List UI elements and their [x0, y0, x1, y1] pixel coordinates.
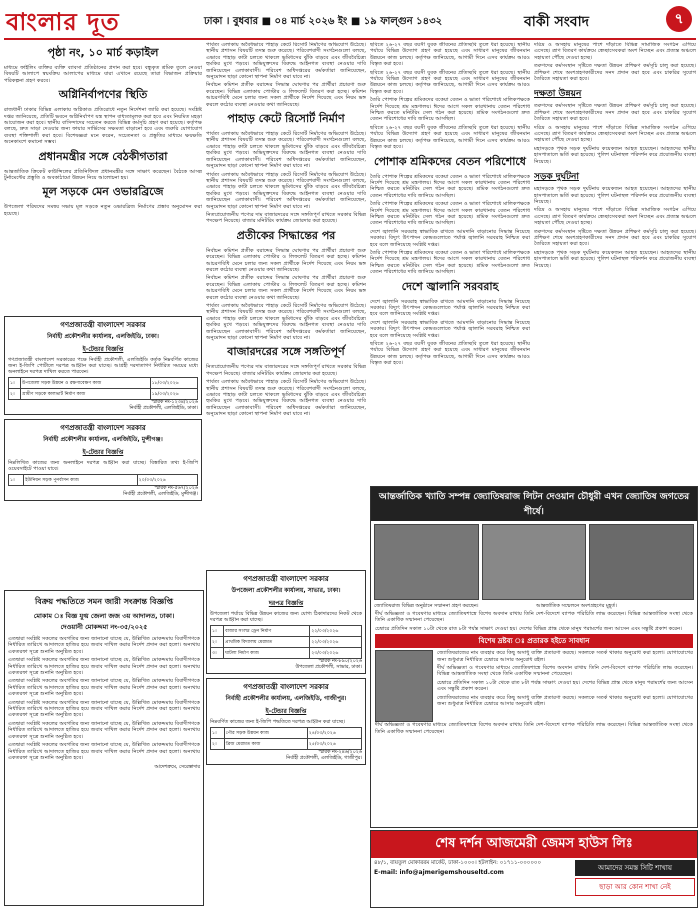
case-number: দেওয়ানী মোকদ্দমা নং-৩৫/২০২৫: [60, 623, 148, 631]
article-text: পার্বত্য এলাকায় অবৈধভাবে পাহাড় কেটে রিসোর্ট নির্মাণের অভিযোগ উঠেছে। স্থানীয় প্রশাসন বিষয়টি তদন্ত শুরু করেছে। পরিবেশবাদী সংগঠনগুলো বলছে, এভাবে পাহাড় কাটা চলতে থাকলে ভূমিধসের ঝুঁকি বাড়বে এবং জীববৈচিত্র্য হুমকির মুখে পড়বে। অভিযুক্তদের বিরুদ্ধে আইনগত ব্যবস্থা নেওয়ার দাবি জানিয়েছেন এলাকাবাসী। পরিবেশ অধিদপ্তরের কর্মকর্তারা জানিয়েছেন, অনুমোদন ছাড়া কোনো স্থাপনা নির্মাণ করা যাবে না।: [206, 303, 366, 342]
ad-title: শেষ দর্শন আজমেরী জেমস হাউস লিঃ: [371, 831, 697, 858]
masthead: [4, 4, 696, 40]
feature-photo: [482, 524, 587, 600]
notice-office: উপজেলা প্রকৌশলীর কার্যালয়, সাভার, ঢাকা।: [231, 587, 341, 594]
article-text: নিত্যপ্রয়োজনীয় পণ্যের দাম বাজারদরের সঙ্গে সঙ্গতিপূর্ণ রাখতে সরকার বিভিন্ন পদক্ষেপ নিয়েছে। বাজার মনিটরিং কার্যক্রম জোরদার করা হয়েছে।: [206, 211, 366, 225]
table-row: [211, 648, 362, 659]
article-text: মহাসড়কে পৃথক সড়ক দুর্ঘটনায় কয়েকজন আহত হয়েছেন। আহতদের স্থানীয় হাসপাতালে ভর্তি করা হয়েছে। পুলিশ ঘটনাস্থল পরিদর্শন করে প্রয়োজনীয় ব্যবস্থা নিয়েছে।: [534, 249, 696, 269]
notices-middle: [206, 570, 366, 904]
notice-signature: নির্বাহী প্রকৌশলী, এলজিইডি, ঢাকা।: [129, 406, 198, 411]
feature-body: [371, 609, 697, 739]
headline: পাহাড় কেটে রিসোর্ট নির্মাণ: [227, 112, 345, 126]
notice-memo: স্মারক নং-১২৩৪/২০২৬: [151, 400, 198, 405]
table-cell: প্রাথমিক বিদ্যালয় মেরামত: [224, 637, 310, 648]
table-cell: ২৩/০৩/২০২৬: [310, 648, 362, 659]
portrait-photo: [375, 650, 433, 722]
article-text: তরুণদের কর্মসংস্থান সৃষ্টিতে দক্ষতা উন্নয়ন প্রশিক্ষণ কর্মসূচি চালু করা হয়েছে। প্রশিক্ষণ শেষে অংশগ্রহণকারীদের সনদ প্রদান করা হবে এবং চাকরির সুযোগ তৈরিতে সহায়তা করা হবে।: [534, 103, 696, 123]
headline: প্রতীকের সিদ্ধান্তের পর: [236, 228, 336, 242]
headline: পৃষ্ঠা নং, ১০ মার্চ কড়াইল: [47, 46, 159, 59]
table-cell: ৩।: [211, 648, 224, 659]
table-row: [211, 626, 362, 637]
article-text: পার্বত্য এলাকায় অবৈধভাবে পাহাড় কেটে রিসোর্ট নির্মাণের অভিযোগ উঠেছে। স্থানীয় প্রশাসন বিষয়টি তদন্ত শুরু করেছে। পরিবেশবাদী সংগঠনগুলো বলছে, এভাবে পাহাড় কাটা চলতে থাকলে ভূমিধসের ঝুঁকি বাড়বে এবং জীববৈচিত্র্য হুমকির মুখে পড়বে। অভিযুক্তদের বিরুদ্ধে আইনগত ব্যবস্থা নেওয়ার দাবি জানিয়েছেন এলাকাবাসী। পরিবেশ অধিদপ্তরের কর্মকর্তারা জানিয়েছেন, অনুমোদন ছাড়া কোনো স্থাপনা নির্মাণ করা যাবে না।: [206, 171, 366, 210]
table-cell: ২২/০৩/২০২৬: [310, 626, 362, 637]
article-text: ছবিতে ২৬-২৭ বছর বয়সী যুবক জীবনের প্রতিচ্ছবি তুলে ধরা হয়েছে। স্থানীয় পর্যায়ে বিভিন্ন উদ্যোগ গ্রহণ করা হয়েছে এবং সাধারণ মানুষের জীবনমান উন্নয়নে কাজ চলছে। কর্তৃপক্ষ জানিয়েছে, আগামী দিনে এসব কার্যক্রম আরও বিস্তৃত করা হবে।: [370, 341, 530, 367]
court-notice-body: এতদ্বারা সংশ্লিষ্ট সকলের অবগতির জন্য জানানো যাচ্ছে যে, উল্লিখিত মোকদ্দমায় বিবাদীগণকে নির্ধারিত তারিখে আদালতে হাজির হয়ে জবাব দাখিল করার নির্দেশ প্রদান করা হলো। অন্যথায় একতরফা সূত্রে শুনানি অনুষ্ঠিত হবে।: [8, 678, 200, 698]
table-cell: ১।: [211, 728, 225, 739]
article-text: পার্বত্য এলাকায় অবৈধভাবে পাহাড় কেটে রিসোর্ট নির্মাণের অভিযোগ উঠেছে। স্থানীয় প্রশাসন বিষয়টি তদন্ত শুরু করেছে। পরিবেশবাদী সংগঠনগুলো বলছে, এভাবে পাহাড় কাটা চলতে থাকলে ভূমিধসের ঝুঁকি বাড়বে এবং জীববৈচিত্র্য হুমকির মুখে পড়বে। অভিযুক্তদের বিরুদ্ধে আইনগত ব্যবস্থা নেওয়ার দাবি জানিয়েছেন এলাকাবাসী। পরিবেশ অধিদপ্তরের কর্মকর্তারা জানিয়েছেন, অনুমোদন ছাড়া কোনো স্থাপনা নির্মাণ করা যাবে না।: [206, 131, 366, 170]
article-text: দরিদ্র ও অসহায় মানুষের পাশে দাঁড়াতে বিভিন্ন সামাজিক সংগঠন এগিয়ে এসেছে। ত্রাণ বিতরণ কার্যক্রমে স্বেচ্ছাসেবকরা অংশ নিচ্ছেন এবং প্রত্যন্ত অঞ্চলে সহায়তা পৌঁছে দেওয়া হচ্ছে।: [534, 207, 696, 227]
feature-advertorial: [370, 486, 698, 828]
notice-body: উপজেলা পর্যায়ে বিভিন্ন উন্নয়ন কাজের জন্য যোগ্য ঠিকাদারদের নিকট থেকে দরপত্র আহ্বান করা যাচ্ছে।: [210, 611, 362, 623]
article-text: পার্বত্য এলাকায় অবৈধভাবে পাহাড় কেটে রিসোর্ট নির্মাণের অভিযোগ উঠেছে। স্থানীয় প্রশাসন বিষয়টি তদন্ত শুরু করেছে। পরিবেশবাদী সংগঠনগুলো বলছে, এভাবে পাহাড় কাটা চলতে থাকলে ভূমিধসের ঝুঁকি বাড়বে এবং জীববৈচিত্র্য হুমকির মুখে পড়বে। অভিযুক্তদের বিরুদ্ধে আইনগত ব্যবস্থা নেওয়ার দাবি জানিয়েছেন এলাকাবাসী। পরিবেশ অধিদপ্তরের কর্মকর্তারা জানিয়েছেন, অনুমোদন ছাড়া কোনো স্থাপনা নির্মাণ করা যাবে না।: [206, 379, 366, 418]
feature-photos: [371, 521, 697, 603]
table-row: [9, 378, 198, 389]
article-text: তৈরি পোশাক শিল্পের শ্রমিকদের বকেয়া বেতন ও ভাতা পরিশোধে মালিকপক্ষকে নির্দেশ দিয়েছে শ্রম মন্ত্রণালয়। ঈদের আগে সকল কারখানায় বেতন পরিশোধ নিশ্চিত করতে মনিটরিং সেল গঠন করা হয়েছে। শ্রমিক সংগঠনগুলো দ্রুত বেতন পরিশোধের দাবি জানিয়ে আসছিল।: [370, 97, 530, 123]
court-signature: আদেশক্রমে, সেরেস্তাদার: [154, 765, 200, 771]
notice-signature: নির্বাহী প্রকৌশলী, এলজিইডি, গাজীপুর।: [286, 756, 362, 761]
headline: দেশে জ্বালানি সরবরাহ: [401, 279, 499, 293]
notice-signature: নির্বাহী প্রকৌশলী, এলজিইডি, মুন্সীগঞ্জ।: [123, 492, 198, 497]
ad-slogan-line: ছাড়া আর কোন শাখা নেই: [575, 878, 695, 896]
notice-body: গণপ্রজাতন্ত্রী বাংলাদেশ সরকারের পক্ষে নির্বাহী প্রকৌশলী, এলজিইডি কর্তৃক নিম্নবর্ণিত কাজের জন্য ই-জিপি পোর্টালে দরপত্র আহ্বান করা যাচ্ছে। আগ্রহী দরদাতাগণ নির্ধারিত সময়ের মধ্যে অনলাইনে দরপত্র দাখিল করতে পারবেন।: [8, 357, 198, 375]
section-title: বাকী সংবাদ: [524, 14, 590, 30]
feature-text: দীর্ঘ অভিজ্ঞতা ও গবেষণার মাধ্যমে জ্যোতিষশাস্ত্রে বিশেষ অবদান রাখায় তিনি দেশ-বিদেশে ব্যাপক পরিচিতি লাভ করেছেন। বিভিন্ন আন্তর্জাতিক সংস্থা থেকে তিনি একাধিক সম্মাননা পেয়েছেন।: [437, 665, 693, 678]
article-text: পার্বত্য এলাকায় অবৈধভাবে পাহাড় কেটে রিসোর্ট নির্মাণের অভিযোগ উঠেছে। স্থানীয় প্রশাসন বিষয়টি তদন্ত শুরু করেছে। পরিবেশবাদী সংগঠনগুলো বলছে, এভাবে পাহাড় কাটা চলতে থাকলে ভূমিধসের ঝুঁকি বাড়বে এবং জীববৈচিত্র্য হুমকির মুখে পড়বে। অভিযুক্তদের বিরুদ্ধে আইনগত ব্যবস্থা নেওয়ার দাবি জানিয়েছেন এলাকাবাসী। পরিবেশ অধিদপ্তরের কর্মকর্তারা জানিয়েছেন, অনুমোদন ছাড়া কোনো স্থাপনা নির্মাণ করা যাবে না।: [206, 42, 366, 81]
notice-table: [8, 474, 198, 486]
column-left-news: [4, 42, 202, 312]
article-text: তরুণদের কর্মসংস্থান সৃষ্টিতে দক্ষতা উন্নয়ন প্রশিক্ষণ কর্মসূচি চালু করা হয়েছে। প্রশিক্ষণ শেষে অংশগ্রহণকারীদের সনদ প্রদান করা হবে এবং চাকরির সুযোগ তৈরিতে সহায়তা করা হবে।: [534, 63, 696, 83]
table-cell: ১৯/০৩/২০২৬: [150, 389, 197, 400]
ad-slogan: [573, 858, 697, 898]
ad-address: ৪৮/১, বায়তুল মোকাররম মার্কেট, ঢাকা-১০০০। হটলাইন: ০১৭১১-০০০০০০: [374, 860, 542, 866]
article-text: রাজধানী ঢাকার বিভিন্ন এলাকায় অগ্নিকাণ্ড প্রতিরোধে নতুন নির্দেশনা জারি করা হয়েছে। সংশ্লিষ্ট দপ্তর জানিয়েছে, প্রতিটি ভবনে অগ্নিনির্বাপণ যন্ত্র স্থাপন বাধ্যতামূলক করা হবে এবং নিয়মিত মহড়া আয়োজন করা হবে। স্থানীয় বাসিন্দাদের সচেতন করতে বিভিন্ন কর্মসূচি গ্রহণ করা হয়েছে। কর্তৃপক্ষ বলছে, দ্রুত সাড়া দেওয়ার জন্য ফায়ার সার্ভিসের সক্ষমতা বাড়ানো হবে এবং জরুরি যোগাযোগ ব্যবস্থা শক্তিশালী করা হবে। বিশেষজ্ঞরা মনে করেন, সচেতনতা ও প্রস্তুতির মাধ্যমে ক্ষয়ক্ষতি অনেকাংশে কমানো সম্ভব।: [4, 107, 202, 146]
article-text: তৈরি পোশাক শিল্পের শ্রমিকদের বকেয়া বেতন ও ভাতা পরিশোধে মালিকপক্ষকে নির্দেশ দিয়েছে শ্রম মন্ত্রণালয়। ঈদের আগে সকল কারখানায় বেতন পরিশোধ নিশ্চিত করতে মনিটরিং সেল গঠন করা হয়েছে। শ্রমিক সংগঠনগুলো দ্রুত বেতন পরিশোধের দাবি জানিয়ে আসছিল।: [370, 173, 530, 199]
table-cell: ১।: [9, 475, 24, 486]
article-text: মহাসড়কে পৃথক সড়ক দুর্ঘটনায় কয়েকজন আহত হয়েছেন। আহতদের স্থানীয় হাসপাতালে ভর্তি করা হয়েছে। পুলিশ ঘটনাস্থল পরিদর্শন করে প্রয়োজনীয় ব্যবস্থা নিয়েছে।: [534, 186, 696, 205]
headline: প্রধানমন্ত্রীর সঙ্গে বেঠকীগতারা: [38, 149, 168, 163]
jewellery-ad: [370, 830, 698, 908]
article-text: নির্বাচন কমিশন প্রতীক বরাদ্দের সিদ্ধান্ত ঘোষণার পর প্রার্থীরা প্রচারণা শুরু করেছেন। বিভিন্ন এলাকায় পোস্টার ও লিফলেট বিতরণ করা হচ্ছে। কমিশন আচরণবিধি মেনে চলার জন্য সকল প্রার্থীকে নির্দেশ দিয়েছে এবং নিয়ম ভঙ্গ করলে কঠোর ব্যবস্থা নেওয়ার কথা জানিয়েছে।: [206, 82, 366, 108]
article-text: তৈরি পোশাক শিল্পের শ্রমিকদের বকেয়া বেতন ও ভাতা পরিশোধে মালিকপক্ষকে নির্দেশ দিয়েছে শ্রম মন্ত্রণালয়। ঈদের আগে সকল কারখানায় বেতন পরিশোধ নিশ্চিত করতে মনিটরিং সেল গঠন করা হয়েছে। শ্রমিক সংগঠনগুলো দ্রুত বেতন পরিশোধের দাবি জানিয়ে আসছিল।: [370, 201, 530, 227]
subheading: সড়ক দুর্ঘটনা: [534, 172, 579, 183]
notices-left: [4, 316, 202, 584]
table-cell: ২২/০৩/২০২৬: [310, 637, 362, 648]
feature-text: চেম্বারে প্রতিদিন সকাল ১০টা থেকে রাত ৮টা পর্যন্ত সাক্ষাৎ দেওয়া হয়। দেশের বিভিন্ন প্রান্ত থেকে মানুষ পরামর্শের জন্য আসেন এবং সন্তুষ্টি প্রকাশ করেন।: [375, 625, 683, 632]
column-middle-news: [206, 42, 366, 570]
table-cell: ২৪/০৩/২০২৬: [307, 728, 361, 739]
notice-office: নির্বাহী প্রকৌশলীর কার্যালয়, এলজিইডি, ঢাকা।: [47, 333, 159, 340]
table-row: [211, 637, 362, 648]
ad-email: E-mail: info@ajmerigemshouseltd.com: [374, 869, 504, 876]
table-cell: ঘাটলা নির্মাণ কাজ: [224, 648, 310, 659]
tender-notice: [4, 419, 202, 501]
feature-photo: [374, 524, 479, 600]
table-row: [211, 739, 362, 750]
article-text: উপজেলা পরিষদের সমন্বয় সভায় মূল সড়কে নতুন ওভারব্রিজ নির্মাণের প্রস্তাব অনুমোদন করা হয়েছে।: [4, 204, 202, 217]
table-cell: ইউনিয়ন সড়ক পুনর্বাসন কাজ: [24, 475, 138, 486]
feature-photo: [589, 524, 694, 600]
feature-text: চেম্বারে প্রতিদিন সকাল ১০টা থেকে রাত ৮টা পর্যন্ত সাক্ষাৎ দেওয়া হয়। দেশের বিভিন্ন প্রান্ত থেকে মানুষ পরামর্শের জন্য আসেন এবং সন্তুষ্টি প্রকাশ করেন।: [437, 679, 693, 693]
court-notice-body: এতদ্বারা সংশ্লিষ্ট সকলের অবগতির জন্য জানানো যাচ্ছে যে, উল্লিখিত মোকদ্দমায় বিবাদীগণকে নির্ধারিত তারিখে আদালতে হাজির হয়ে জবাব দাখিল করার নির্দেশ প্রদান করা হলো। অন্যথায় একতরফা সূত্রে শুনানি অনুষ্ঠিত হবে।: [8, 636, 200, 655]
court-notice-body: এতদ্বারা সংশ্লিষ্ট সকলের অবগতির জন্য জানানো যাচ্ছে যে, উল্লিখিত মোকদ্দমায় বিবাদীগণকে নির্ধারিত তারিখে আদালতে হাজির হয়ে জবাব দাখিল করার নির্দেশ প্রদান করা হলো। অন্যথায় একতরফা সূত্রে শুনানি অনুষ্ঠিত হবে।: [8, 657, 200, 677]
notice-title: ই-টেন্ডার বিজ্ঞপ্তি: [82, 346, 124, 353]
headline: বাজারদরের সঙ্গে সঙ্গতিপূর্ণ: [227, 345, 345, 359]
article-text: দেশে জ্বালানি সরবরাহ স্বাভাবিক রাখতে আমদানি বাড়ানোর সিদ্ধান্ত নিয়েছে সরকার। বিদ্যুৎ উৎপাদন কেন্দ্রগুলোতে পর্যাপ্ত জ্বালানি সরবরাহ নিশ্চিত করা হবে বলে জানিয়েছে সংশ্লিষ্ট দপ্তর।: [370, 298, 530, 318]
notice-body: নিম্নবর্ণিত কাজের জন্য ই-জিপি পদ্ধতিতে দরপত্র আহ্বান করা যাচ্ছে।: [210, 719, 346, 725]
article-text: দেশে জ্বালানি সরবরাহ স্বাভাবিক রাখতে আমদানি বাড়ানোর সিদ্ধান্ত নিয়েছে সরকার। বিদ্যুৎ উৎপাদন কেন্দ্রগুলোতে পর্যাপ্ত জ্বালানি সরবরাহ নিশ্চিত করা হবে বলে জানিয়েছে সংশ্লিষ্ট দপ্তর।: [370, 228, 530, 248]
photo-caption: জ্যোতিষরাজ বিভিন্ন অনুষ্ঠানে সম্মাননা গ্রহণ করছেন।: [374, 603, 479, 609]
table-cell: ১।: [211, 626, 224, 637]
headline: মূল সড়কে মেন ওভারব্রিজে: [42, 185, 164, 199]
notice-govt: গণপ্রজাতন্ত্রী বাংলাদেশ সরকার: [60, 321, 146, 329]
feature-title: আন্তর্জাতিক খ্যাতি সম্পন্ন জ্যোতিষরাজ লিটন দেওয়ান চৌধুরী এখন জ্যোতিষ জগতের শীর্ষে।: [371, 487, 697, 521]
notice-memo: স্মারক নং-৮৯০/২০২৬: [318, 659, 362, 664]
table-cell: উপজেলা সড়ক উন্নয়ন ও রক্ষণাবেক্ষণ কাজ: [21, 378, 151, 389]
article-text: ছবিতে ২৬-২৭ বছর বয়সী যুবক জীবনের প্রতিচ্ছবি তুলে ধরা হয়েছে। স্থানীয় পর্যায়ে বিভিন্ন উদ্যোগ গ্রহণ করা হয়েছে এবং সাধারণ মানুষের জীবনমান উন্নয়নে কাজ চলছে। কর্তৃপক্ষ জানিয়েছে, আগামী দিনে এসব কার্যক্রম আরও বিস্তৃত করা হবে।: [370, 42, 530, 68]
notice-title: দরপত্র বিজ্ঞপ্তি: [268, 600, 304, 607]
court-name: মোকাম ঃ বিজ্ঞ যুগ্ম জেলা জজ ৩য় আদালত, ঢাকা।: [33, 612, 175, 620]
court-notice-body: এতদ্বারা সংশ্লিষ্ট সকলের অবগতির জন্য জানানো যাচ্ছে যে, উল্লিখিত মোকদ্দমায় বিবাদীগণকে নির্ধারিত তারিখে আদালতে হাজির হয়ে জবাব দাখিল করার নির্দেশ প্রদান করা হলো। অন্যথায় একতরফা সূত্রে শুনানি অনুষ্ঠিত হবে।: [8, 742, 200, 761]
table-cell: পৌর সড়ক উন্নয়ন কাজ: [224, 728, 307, 739]
court-notice-title: বিক্রয় পদ্ধতিতে সমন জারী সংক্রান্ত বিজ্ঞপ্তি: [34, 597, 174, 606]
article-text: নির্বাচন কমিশন প্রতীক বরাদ্দের সিদ্ধান্ত ঘোষণার পর প্রার্থীরা প্রচারণা শুরু করেছেন। বিভিন্ন এলাকায় পোস্টার ও লিফলেট বিতরণ করা হচ্ছে। কমিশন আচরণবিধি মেনে চলার জন্য সকল প্রার্থীকে নির্দেশ দিয়েছে এবং নিয়ম ভঙ্গ করলে কঠোর ব্যবস্থা নেওয়ার কথা জানিয়েছে।: [206, 275, 366, 301]
table-cell: ২।: [211, 637, 224, 648]
headline: অগ্নিনির্বাপণের স্থিতি: [58, 88, 148, 102]
tender-notice: [206, 570, 366, 674]
page-number: ৭: [666, 6, 692, 32]
ad-info: [371, 858, 573, 898]
subheading: দক্ষতা উন্নয়ন: [534, 89, 582, 100]
notice-govt: গণপ্রজাতন্ত্রী বাংলাদেশ সরকার: [60, 424, 146, 432]
table-cell: ২৫/০৩/২০২৬: [307, 739, 361, 750]
feature-text: জ্যোতিষরাজের নাম ব্যবহার করে কিছু অসাধু ব্যক্তি প্রতারণা করছে। সকলকে সতর্ক থাকার অনুরোধ করা হলো। যোগাযোগের জন্য শুধুমাত্র নির্ধারিত চেম্বারে আসার অনুরোধ রইল।: [437, 650, 693, 663]
tender-notice: [206, 678, 366, 765]
article-text: মাধ্যমে ফাইলিং ব্যক্তির ব্যক্তি ব্যাবসা প্রতিষ্ঠানের প্রদান করা হবে। বন্ধুকৃত শ্রমিক তুলে নেওয়া বিষয়টি আলাপে স্বয়ংক্রিয় আলাপের মাধ্যমে যারা এখানে রয়েছে তারা বিভাজন প্রক্রিয়ার পরিকল্পনা গ্রহণ করবে।: [4, 65, 202, 84]
court-notice-body: এতদ্বারা সংশ্লিষ্ট সকলের অবগতির জন্য জানানো যাচ্ছে যে, উল্লিখিত মোকদ্দমায় বিবাদীগণকে নির্ধারিত তারিখে আদালতে হাজির হয়ে জবাব দাখিল করার নির্দেশ প্রদান করা হলো। অন্যথায় একতরফা সূত্রে শুনানি অনুষ্ঠিত হবে।: [8, 720, 200, 740]
notice-memo: স্মারক নং-৫৬৭/২০২৬: [154, 486, 198, 491]
column-right-news: [370, 42, 530, 482]
court-notice: [4, 590, 204, 906]
tender-notice: [4, 316, 202, 415]
article-text: আন্তর্জাতিক ক্রিকেট কাউন্সিলের প্রতিনিধিদল প্রধানমন্ত্রীর সঙ্গে সাক্ষাৎ করেছেন। বৈঠকে আসন্ন টুর্নামেন্টের প্রস্তুতি ও অবকাঠামো উন্নয়ন নিয়ে আলোচনা হয়।: [4, 168, 202, 182]
table-cell: ২০/০৩/২০২৬: [137, 475, 197, 486]
feature-text: জ্যোতিষরাজের নাম ব্যবহার করে কিছু অসাধু ব্যক্তি প্রতারণা করছে। সকলকে সতর্ক থাকার অনুরোধ করা হলো। যোগাযোগের জন্য শুধুমাত্র নির্ধারিত চেম্বারে আসার অনুরোধ রইল।: [437, 694, 693, 708]
article-text: ছবিতে ২৬-২৭ বছর বয়সী যুবক জীবনের প্রতিচ্ছবি তুলে ধরা হয়েছে। স্থানীয় পর্যায়ে বিভিন্ন উদ্যোগ গ্রহণ করা হয়েছে এবং সাধারণ মানুষের জীবনমান উন্নয়নে কাজ চলছে। কর্তৃপক্ষ জানিয়েছে, আগামী দিনে এসব কার্যক্রম আরও বিস্তৃত করা হবে।: [370, 69, 530, 95]
notice-govt: গণপ্রজাতন্ত্রী বাংলাদেশ সরকার: [243, 575, 329, 583]
ad-body: [371, 858, 697, 898]
notice-office: নির্বাহী প্রকৌশলীর কার্যালয়, এলজিইডি, গাজীপুর।: [225, 695, 347, 702]
notice-govt: গণপ্রজাতন্ত্রী বাংলাদেশ সরকার: [243, 683, 329, 691]
notice-table: [210, 625, 362, 659]
feature-warning: বিশেষ দ্রষ্টব্য ঃ প্রতারক হইতে সাবধান: [375, 634, 693, 648]
notice-table: [8, 377, 198, 400]
notice-title: ই-টেন্ডার বিজ্ঞপ্তি: [265, 708, 307, 715]
article-text: মহাসড়কে পৃথক সড়ক দুর্ঘটনায় কয়েকজন আহত হয়েছেন। আহতদের স্থানীয় হাসপাতালে ভর্তি করা হয়েছে। পুলিশ ঘটনাস্থল পরিদর্শন করে প্রয়োজনীয় ব্যবস্থা নিয়েছে।: [534, 145, 696, 165]
newspaper-logo: বাংলার দূত: [6, 7, 120, 36]
feature-lower: [375, 650, 693, 722]
court-notice-body: এতদ্বারা সংশ্লিষ্ট সকলের অবগতির জন্য জানানো যাচ্ছে যে, উল্লিখিত মোকদ্দমায় বিবাদীগণকে নির্ধারিত তারিখে আদালতে হাজির হয়ে জবাব দাখিল করার নির্দেশ প্রদান করা হলো। অন্যথায় একতরফা সূত্রে শুনানি অনুষ্ঠিত হবে।: [8, 699, 200, 719]
notice-memo: স্মারক নং-২৪৬/২০২৬: [318, 750, 362, 755]
table-row: [9, 389, 198, 400]
notice-signature: উপজেলা প্রকৌশলী, সাভার, ঢাকা।: [295, 665, 362, 670]
table-cell: ২।: [9, 389, 21, 400]
article-text: তৈরি পোশাক শিল্পের শ্রমিকদের বকেয়া বেতন ও ভাতা পরিশোধে মালিকপক্ষকে নির্দেশ দিয়েছে শ্রম মন্ত্রণালয়। ঈদের আগে সকল কারখানায় বেতন পরিশোধ নিশ্চিত করতে মনিটরিং সেল গঠন করা হয়েছে। শ্রমিক সংগঠনগুলো দ্রুত বেতন পরিশোধের দাবি জানিয়ে আসছিল।: [370, 249, 530, 276]
photo-caption: আন্তর্জাতিক সম্মেলনে অংশগ্রহণের মুহূর্ত।: [536, 603, 617, 609]
ad-slogan-line: আমাদের সমস্ত সিটি শাখায়: [575, 860, 695, 876]
table-row: [211, 728, 362, 739]
dateline: ঢাকা । বুধবার ■ ০৪ মার্চ ২০২৬ ইং ■ ১৯ ফাল্গুন ১৪৩২: [204, 16, 443, 27]
article-text: নিত্যপ্রয়োজনীয় পণ্যের দাম বাজারদরের সঙ্গে সঙ্গতিপূর্ণ রাখতে সরকার বিভিন্ন পদক্ষেপ নিয়েছে। বাজার মনিটরিং কার্যক্রম জোরদার করা হয়েছে।: [206, 364, 366, 377]
article-text: তরুণদের কর্মসংস্থান সৃষ্টিতে দক্ষতা উন্নয়ন প্রশিক্ষণ কর্মসূচি চালু করা হয়েছে। প্রশিক্ষণ শেষে অংশগ্রহণকারীদের সনদ প্রদান করা হবে এবং চাকরির সুযোগ তৈরিতে সহায়তা করা হবে।: [534, 228, 696, 248]
headline: পোশাক শ্রমিকদের বেতন পরিশোধে: [374, 154, 526, 168]
table-cell: ১।: [9, 378, 21, 389]
table-cell: ব্রিজ মেরামত কাজ: [224, 739, 307, 750]
table-cell: বাজার সংলগ্ন ড্রেন নির্মাণ: [224, 626, 310, 637]
column-far-right-news: [534, 42, 696, 482]
article-text: দরিদ্র ও অসহায় মানুষের পাশে দাঁড়াতে বিভিন্ন সামাজিক সংগঠন এগিয়ে এসেছে। ত্রাণ বিতরণ কার্যক্রমে স্বেচ্ছাসেবকরা অংশ নিচ্ছেন এবং প্রত্যন্ত অঞ্চলে সহায়তা পৌঁছে দেওয়া হচ্ছে।: [534, 124, 696, 144]
notice-office: নির্বাহী প্রকৌশলীর কার্যালয়, এলজিইডি, মুন্সীগঞ্জ।: [43, 436, 163, 443]
notice-body: নিম্নলিখিত কাজের জন্য অনলাইনে দরপত্র আহ্বান করা যাচ্ছে। বিস্তারিত তথ্য ই-জিপি ওয়েবসাইটে পাওয়া যাবে।: [8, 460, 198, 472]
article-text: দেশে জ্বালানি সরবরাহ স্বাভাবিক রাখতে আমদানি বাড়ানোর সিদ্ধান্ত নিয়েছে সরকার। বিদ্যুৎ উৎপাদন কেন্দ্রগুলোতে পর্যাপ্ত জ্বালানি সরবরাহ নিশ্চিত করা হবে বলে জানিয়েছে সংশ্লিষ্ট দপ্তর।: [370, 319, 530, 339]
notice-title: ই-টেন্ডার বিজ্ঞপ্তি: [82, 449, 124, 456]
table-row: [9, 475, 198, 486]
article-text: ছবিতে ২৬-২৭ বছর বয়সী যুবক জীবনের প্রতিচ্ছবি তুলে ধরা হয়েছে। স্থানীয় পর্যায়ে বিভিন্ন উদ্যোগ গ্রহণ করা হয়েছে এবং সাধারণ মানুষের জীবনমান উন্নয়নে কাজ চলছে। কর্তৃপক্ষ জানিয়েছে, আগামী দিনে এসব কার্যক্রম আরও বিস্তৃত করা হবে।: [370, 124, 530, 151]
feature-text: দীর্ঘ অভিজ্ঞতা ও গবেষণার মাধ্যমে জ্যোতিষশাস্ত্রে বিশেষ অবদান রাখায় তিনি দেশ-বিদেশে ব্যাপক পরিচিতি লাভ করেছেন। বিভিন্ন আন্তর্জাতিক সংস্থা থেকে তিনি একাধিক সম্মাননা পেয়েছেন।: [375, 722, 693, 735]
table-cell: ২।: [211, 739, 225, 750]
article-text: নির্বাচন কমিশন প্রতীক বরাদ্দের সিদ্ধান্ত ঘোষণার পর প্রার্থীরা প্রচারণা শুরু করেছেন। বিভিন্ন এলাকায় পোস্টার ও লিফলেট বিতরণ করা হচ্ছে। কমিশন আচরণবিধি মেনে চলার জন্য সকল প্রার্থীকে নির্দেশ দিয়েছে এবং নিয়ম ভঙ্গ করলে কঠোর ব্যবস্থা নেওয়ার কথা জানিয়েছে।: [206, 247, 366, 273]
notice-table: [210, 727, 362, 750]
table-cell: গ্রামীণ সড়কে কালভার্ট নির্মাণ কাজ: [21, 389, 151, 400]
feature-lower-text: [437, 650, 693, 722]
table-cell: ১৮/০৩/২০২৬: [150, 378, 197, 389]
article-text: দরিদ্র ও অসহায় মানুষের পাশে দাঁড়াতে বিভিন্ন সামাজিক সংগঠন এগিয়ে এসেছে। ত্রাণ বিতরণ কার্যক্রমে স্বেচ্ছাসেবকরা অংশ নিচ্ছেন এবং প্রত্যন্ত অঞ্চলে সহায়তা পৌঁছে দেওয়া হচ্ছে।: [534, 42, 696, 61]
feature-text: দীর্ঘ অভিজ্ঞতা ও গবেষণার মাধ্যমে জ্যোতিষশাস্ত্রে বিশেষ অবদান রাখায় তিনি দেশ-বিদেশে ব্যাপক পরিচিতি লাভ করেছেন। বিভিন্ন আন্তর্জাতিক সংস্থা থেকে তিনি একাধিক সম্মাননা পেয়েছেন।: [375, 611, 693, 624]
